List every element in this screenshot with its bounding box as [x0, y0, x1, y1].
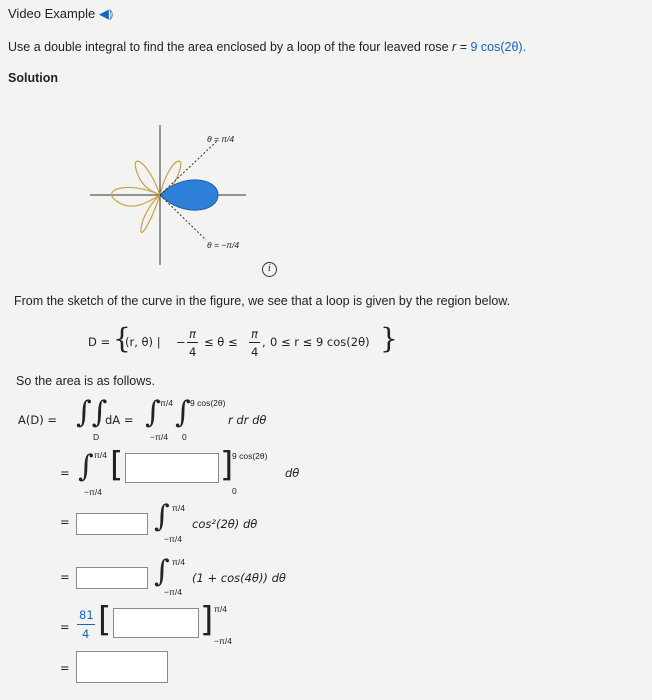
speaker-icon[interactable]: ◀⦆	[98, 6, 114, 21]
step2-answer-box[interactable]	[125, 453, 219, 483]
outer-integral-sign: ∫	[145, 395, 161, 430]
solution-heading: Solution	[8, 71, 58, 85]
step2-eval-lower: 0	[232, 486, 237, 496]
step1-da: dA =	[105, 413, 134, 427]
title-text: Video Example	[8, 6, 96, 21]
step2-open-bracket: [	[110, 445, 124, 485]
region-minus: −	[176, 335, 186, 349]
step2-integral-sign: ∫	[78, 449, 94, 484]
step2-upper: π/4	[94, 450, 107, 460]
step3-integrand: cos²(2θ) dθ	[192, 517, 258, 531]
step2-lower: −π/4	[84, 487, 102, 497]
step3-upper: π/4	[172, 503, 185, 513]
step5-answer-box[interactable]	[113, 608, 199, 638]
step4-integral-sign: ∫	[154, 554, 170, 589]
step4-integrand: (1 + cos(4θ)) dθ	[192, 571, 286, 585]
theta-upper-label: θ = π/4	[207, 134, 235, 144]
step1-sub-d: D	[93, 432, 100, 442]
step2-eval-upper: 9 cos(2θ)	[232, 451, 268, 461]
step1-lhs: A(D) =	[18, 413, 57, 427]
region-pi-2: π	[251, 327, 258, 341]
step3-integral-sign: ∫	[154, 499, 170, 534]
step5-frac-den: 4	[82, 627, 90, 641]
shaded-loop	[160, 180, 218, 210]
step5-close-bracket: ]	[200, 600, 214, 640]
region-set-start: (r, θ) |	[125, 335, 161, 349]
region-r-bounds: 0 ≤ r ≤ 9 cos(2θ)	[270, 335, 370, 349]
inner-integral-sign: ∫	[175, 395, 191, 430]
region-four-2: 4	[251, 345, 259, 359]
step3-eq: =	[60, 515, 70, 529]
step2-dtheta: dθ	[285, 466, 300, 480]
step1-integrand: r dr dθ	[228, 413, 267, 427]
problem-statement: Use a double integral to find the area enclosed by a loop of the four leaved rose r = 9 cos(2θ).	[8, 40, 527, 54]
step4-eq: =	[60, 570, 70, 584]
region-comma: ,	[262, 335, 266, 349]
step1-upper-inner: 9 cos(2θ)	[190, 398, 226, 408]
step4-answer-box[interactable]	[76, 567, 148, 589]
step4-lower: −π/4	[164, 587, 182, 597]
theta-lower-label: θ = −π/4	[207, 240, 240, 250]
double-integral-sign: ∫∫	[76, 395, 108, 430]
area-sentence: So the area is as follows.	[16, 374, 155, 388]
step5-lower: −π/4	[214, 636, 232, 646]
step4-upper: π/4	[172, 557, 185, 567]
region-leq-theta: ≤ θ ≤	[204, 335, 238, 349]
step6-answer-box[interactable]	[76, 651, 168, 683]
info-icon[interactable]: i	[262, 262, 277, 277]
step1-lower-inner: 0	[182, 432, 187, 442]
step3-answer-box[interactable]	[76, 513, 148, 535]
set-close-brace: }	[380, 322, 398, 355]
step5-open-bracket: [	[98, 600, 112, 640]
set-open-brace: {	[113, 322, 131, 355]
region-four-1: 4	[189, 345, 197, 359]
step2-close-bracket: ]	[220, 445, 234, 485]
step5-frac-num: 81	[79, 608, 94, 622]
step5-eq: =	[60, 620, 70, 634]
page-title	[8, 6, 113, 22]
step3-lower: −π/4	[164, 534, 182, 544]
sketch-sentence: From the sketch of the curve in the figure, we see that a loop is given by the region below.	[14, 294, 511, 308]
step1-lower-outer: −π/4	[150, 432, 168, 442]
step6-eq: =	[60, 661, 70, 675]
region-d-label: D =	[88, 335, 111, 349]
region-pi-1: π	[189, 327, 196, 341]
step5-upper: π/4	[214, 604, 227, 614]
step2-eq: =	[60, 466, 70, 480]
step1-upper-outer: π/4	[160, 398, 173, 408]
